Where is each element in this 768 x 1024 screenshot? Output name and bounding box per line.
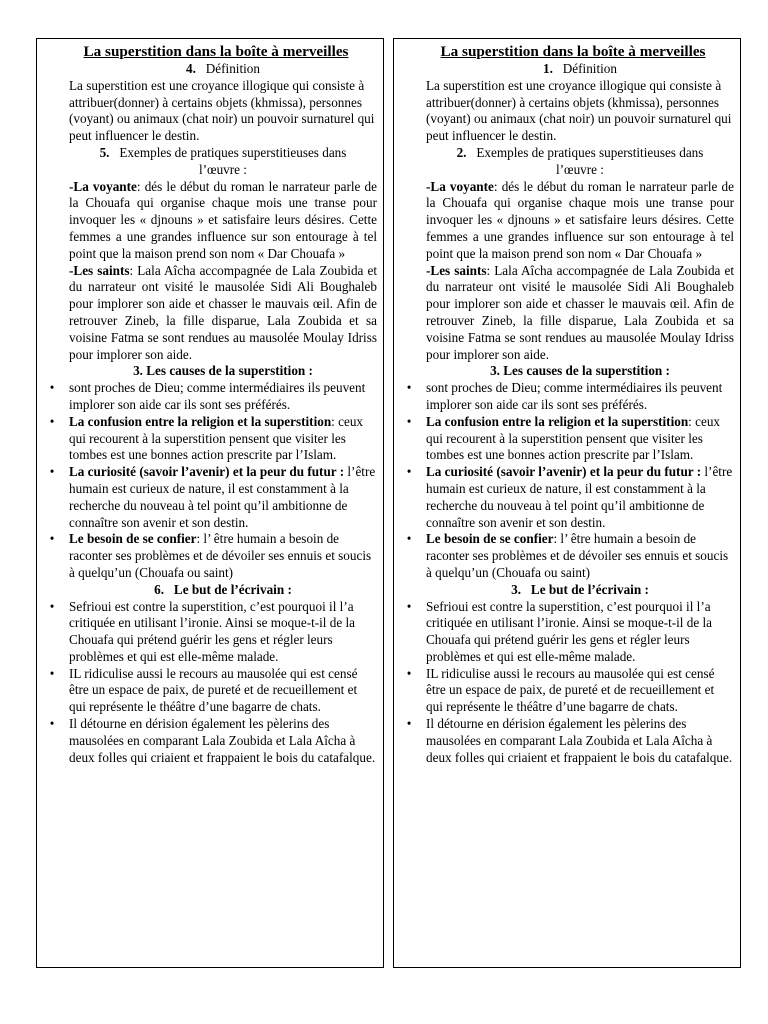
list-item — [402, 464, 734, 531]
goal-text: IL ridiculise aussi le recours au mausolée qui est censé être un espace de paix, de pureté et de recueillement et qui représente le théâtre d’une bagarre de chats. — [426, 665, 715, 715]
document-title: La superstition dans la boîte à merveilles — [440, 43, 706, 60]
bullet-icon: • — [406, 716, 412, 732]
bullet-icon: • — [49, 598, 55, 614]
list-item — [45, 380, 377, 414]
goal-heading — [426, 582, 734, 599]
list-item — [45, 666, 377, 716]
list-item — [402, 716, 734, 766]
list-item — [402, 380, 734, 414]
left-column — [36, 38, 384, 968]
causes-heading — [69, 363, 377, 380]
left-column-content — [49, 43, 377, 766]
causes-list — [406, 380, 734, 582]
cause-bold: La confusion entre la religion et la superstition — [69, 413, 332, 429]
bullet-icon: • — [49, 413, 55, 429]
definition-number: 1. — [543, 61, 553, 76]
cause-bold: La confusion entre la religion et la superstition — [426, 413, 689, 429]
definition-number: 4. — [186, 61, 196, 76]
list-item — [402, 414, 734, 464]
cause-text: : l’ être humain a besoin de raconter ses problèmes et de dévoiler ses ennuis et soucis à quelqu’un (Chouafa ou saint) — [426, 531, 729, 580]
right-column — [393, 38, 741, 968]
cause-text: sont proches de Dieu; comme intermédiaires ils peuvent implorer son aide car ils sont ses préférés. — [426, 380, 723, 412]
definition-heading — [69, 61, 377, 78]
cause-text: sont proches de Dieu; comme intermédiaires ils peuvent implorer son aide car ils sont ses préférés. — [69, 380, 366, 412]
bullet-icon: • — [49, 531, 55, 547]
cause-text: : ceux qui recourent à la superstition pensent que visiter les tombes est une bonnes action prescrite par l’Islam. — [69, 413, 364, 463]
cause-text: l’être humain est curieux de nature, il est constamment à la recherche du nouveau à tel point qu’il ambitionne de connaître son avenir et son destin. — [69, 464, 376, 530]
causes-title: 3. Les causes de la superstition : — [490, 363, 670, 379]
voyante-text: : dés le début du roman le narrateur parle de la Chouafa qui organise chaque mois une transe pour invoquer les « djnouns » et satisfaire leurs désires. Cette femmes a une grandes influence sur son entourage à tel point que la maison prend son nom « Dar Chouafa » — [426, 178, 734, 261]
voyante-paragraph — [69, 179, 377, 263]
goal-title: Le but de l’écrivain : — [530, 581, 649, 597]
definition-title: Définition — [562, 61, 617, 76]
examples-title-line2: l’œuvre : — [199, 161, 247, 177]
bullet-icon: • — [406, 464, 412, 480]
saints-label: -Les saints — [426, 262, 487, 278]
goal-text: Il détourne en dérision également les pèlerins des mausolées en comparant Lala Zoubida et Lala Aîcha à deux folles qui criaient et frappaient le bois du catafalque. — [69, 716, 376, 765]
list-item — [45, 716, 377, 766]
examples-number: 2. — [456, 144, 467, 160]
saints-text: : Lala Aîcha accompagnée de Lala Zoubida et du narrateur ont visité le mausolée Sidi Ali Boughaleb pour implorer son aide et chasser le mauvais œil. Afin de retrouver Zineb, la fille disparue, Lala Zoubida et sa voisine Fatma se sont rendues au mausolée Moulay Idriss pour implorer son aide. — [69, 262, 377, 362]
causes-title: 3. Les causes de la superstition : — [133, 363, 313, 379]
definition-text: La superstition est une croyance illogique qui consiste à attribuer(donner) à certains objets (khmissa), personnes (voyant) ou animaux (chat noir) un pouvoir surnaturel qui peut influencer le destin. — [69, 77, 375, 144]
bullet-icon: • — [406, 380, 412, 396]
goal-heading — [69, 582, 377, 599]
definition-text: La superstition est une croyance illogique qui consiste à attribuer(donner) à certains objets (khmissa), personnes (voyant) ou animaux (chat noir) un pouvoir surnaturel qui peut influencer le destin. — [426, 77, 732, 144]
examples-title-line2: l’œuvre : — [556, 161, 604, 177]
cause-text: : l’ être humain a besoin de raconter ses problèmes et de dévoiler ses ennuis et soucis à quelqu’un (Chouafa ou saint) — [69, 531, 372, 580]
list-item — [45, 464, 377, 531]
causes-list — [49, 380, 377, 582]
examples-number: 5. — [99, 144, 110, 160]
list-item — [45, 414, 377, 464]
cause-bold: Le besoin de se confier — [69, 531, 197, 547]
right-column-content — [406, 43, 734, 766]
goal-text: Sefrioui est contre la superstition, c’est pourquoi il l’a critiquée en utilisant l’ironie. Ainsi se moque-t-il de la Chouafa qui prétend guérir les gens et régler leurs problèmes et qui est elle-même malade. — [69, 598, 356, 664]
list-item — [45, 599, 377, 666]
cause-bold: La curiosité (savoir l’avenir) et la peur du futur : — [69, 464, 345, 480]
goals-list — [49, 598, 377, 767]
goals-list — [406, 598, 734, 767]
cause-text: : ceux qui recourent à la superstition pensent que visiter les tombes est une bonnes action prescrite par l’Islam. — [426, 413, 721, 463]
causes-heading — [426, 363, 734, 380]
goal-number: 6. — [154, 581, 165, 597]
voyante-text: : dés le début du roman le narrateur parle de la Chouafa qui organise chaque mois une transe pour invoquer les « djnouns » et satisfaire leurs désires. Cette femmes a une grandes influence sur son entourage à tel point que la maison prend son nom « Dar Chouafa » — [69, 178, 377, 261]
voyante-label: -La voyante — [426, 178, 494, 194]
bullet-icon: • — [49, 716, 55, 732]
cause-bold: La curiosité (savoir l’avenir) et la peur du futur : — [426, 464, 702, 480]
bullet-icon: • — [406, 598, 412, 614]
voyante-label: -La voyante — [69, 178, 137, 194]
examples-heading — [426, 145, 734, 179]
bullet-icon: • — [406, 413, 412, 429]
saints-paragraph — [426, 263, 734, 364]
examples-title-line1: Exemples de pratiques superstitieuses dans — [119, 144, 347, 160]
bullet-icon: • — [49, 665, 55, 681]
list-item — [402, 666, 734, 716]
saints-text: : Lala Aîcha accompagnée de Lala Zoubida et du narrateur ont visité le mausolée Sidi Ali Boughaleb pour implorer son aide et chasser le mauvais œil. Afin de retrouver Zineb, la fille disparue, Lala Zoubida et sa voisine Fatma se sont rendues au mausolée Moulay Idriss pour implorer son aide. — [426, 262, 734, 362]
bullet-icon: • — [406, 665, 412, 681]
bullet-icon: • — [406, 531, 412, 547]
list-item — [402, 531, 734, 581]
goal-text: IL ridiculise aussi le recours au mausolée qui est censé être un espace de paix, de pureté et de recueillement et qui représente le théâtre d’une bagarre de chats. — [69, 665, 358, 715]
goal-text: Sefrioui est contre la superstition, c’est pourquoi il l’a critiquée en utilisant l’ironie. Ainsi se moque-t-il de la Chouafa qui prétend guérir les gens et régler leurs problèmes et qui est elle-même malade. — [426, 598, 713, 664]
goal-number: 3. — [511, 581, 522, 597]
saints-label: -Les saints — [69, 262, 130, 278]
goal-text: Il détourne en dérision également les pèlerins des mausolées en comparant Lala Zoubida et Lala Aîcha à deux folles qui criaient et frappaient le bois du catafalque. — [426, 716, 733, 765]
bullet-icon: • — [49, 380, 55, 396]
examples-title-line1: Exemples de pratiques superstitieuses dans — [476, 144, 704, 160]
saints-paragraph — [69, 263, 377, 364]
bullet-icon: • — [49, 464, 55, 480]
cause-text: l’être humain est curieux de nature, il est constamment à la recherche du nouveau à tel point qu’il ambitionne de connaître son avenir et son destin. — [426, 464, 733, 530]
cause-bold: Le besoin de se confier — [426, 531, 554, 547]
examples-heading — [69, 145, 377, 179]
definition-title: Définition — [205, 61, 260, 76]
list-item — [45, 531, 377, 581]
document-title: La superstition dans la boîte à merveilles — [83, 43, 349, 60]
definition-heading — [426, 61, 734, 78]
list-item — [402, 599, 734, 666]
voyante-paragraph — [426, 179, 734, 263]
goal-title: Le but de l’écrivain : — [173, 581, 292, 597]
